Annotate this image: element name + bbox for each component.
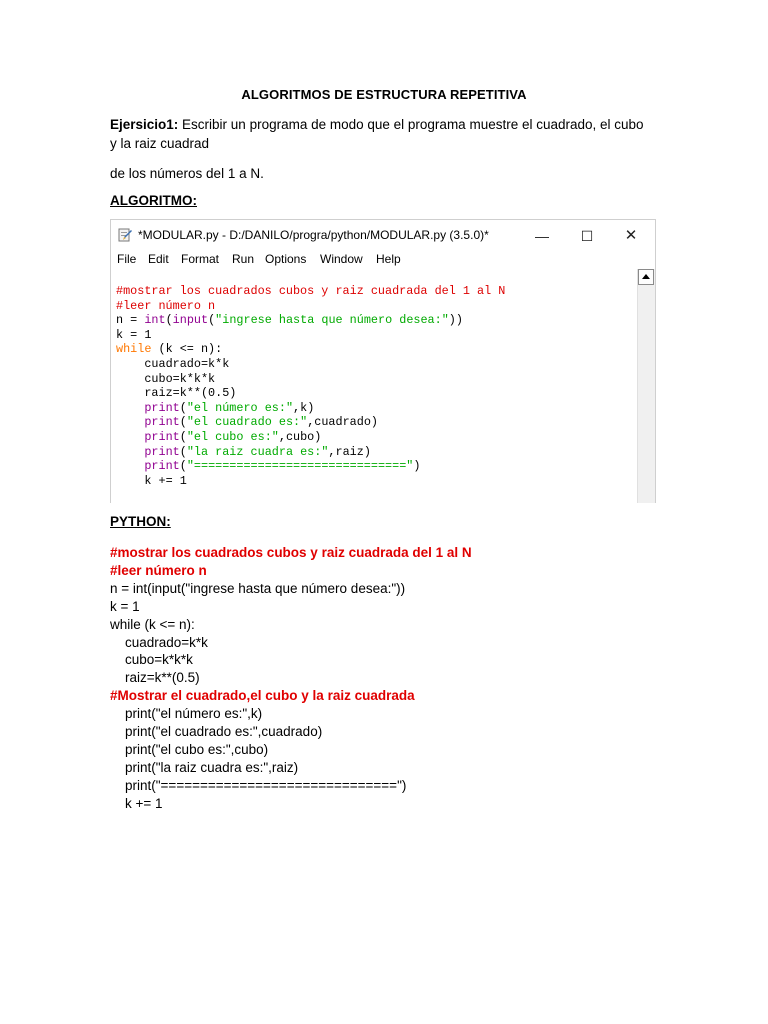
code-token-normal: ( [179, 459, 187, 474]
menu-bar [111, 251, 655, 271]
python-comment-line: #Mostrar el cuadrado,el cubo y la raiz cuadrada [110, 688, 415, 704]
code-indent [116, 459, 144, 473]
code-token-str: "el número es:" [186, 400, 294, 415]
code-token-builtin: print [144, 429, 180, 444]
python-code-line: cuadrado=k*k [110, 634, 208, 650]
python-code-line: print("==============================") [110, 777, 407, 793]
python-code-line: print("el número es:",k) [110, 706, 263, 722]
document-title: ALGORITMOS DE ESTRUCTURA REPETITIVA [241, 87, 527, 102]
python-idle-icon [118, 228, 132, 243]
python-code-line: print("la raiz cuadra es:",raiz) [110, 759, 299, 775]
code-line [116, 415, 378, 429]
code-token-normal: )) [448, 313, 463, 328]
menu-file[interactable]: File [117, 252, 137, 266]
code-token-normal: (k <= n): [151, 342, 223, 357]
scroll-up-arrow-icon[interactable] [638, 269, 654, 285]
code-token-normal: ,k) [293, 400, 315, 415]
window-titlebar[interactable] [111, 220, 655, 251]
code-line [116, 372, 215, 386]
code-indent [116, 415, 144, 429]
python-listing [110, 544, 472, 813]
code-line [116, 357, 229, 371]
menu-edit[interactable]: Edit [148, 252, 169, 266]
code-token-normal: k += 1 [144, 473, 187, 488]
python-code-line: print("el cuadrado es:",cuadrado) [110, 724, 323, 740]
code-token-normal: ( [165, 313, 173, 328]
code-token-normal: cubo=k*k*k [144, 371, 216, 386]
code-token-normal: ) [413, 459, 421, 474]
exercise-statement [110, 115, 650, 153]
python-code-line: raiz=k**(0.5) [110, 670, 200, 686]
code-token-builtin: print [144, 400, 180, 415]
code-line [116, 401, 314, 415]
code-token-normal: ( [179, 415, 187, 430]
python-code-line: while (k <= n): [110, 616, 195, 632]
code-token-normal: ,cuadrado) [307, 415, 378, 430]
code-indent [116, 401, 144, 415]
python-code-line: k += 1 [110, 795, 163, 811]
python-comment-line: #leer número n [110, 562, 207, 578]
code-token-builtin: print [144, 415, 180, 430]
window-title: *MODULAR.py - D:/DANILO/progra/python/MODULAR.py (3.5.0)* [138, 228, 489, 242]
code-token-str: "el cuadrado es:" [186, 415, 308, 430]
code-indent [116, 474, 144, 488]
code-token-builtin: input [172, 313, 209, 328]
python-comment-line: #mostrar los cuadrados cubos y raiz cuadrada del 1 al N [110, 545, 472, 560]
maximize-button[interactable]: ☐ [580, 228, 594, 244]
algoritmo-heading: ALGORITMO: [110, 193, 197, 208]
menu-format[interactable]: Format [181, 252, 220, 266]
exercise-text: Escribir un programa de modo que el programa muestre el cuadrado, el cubo y la raiz cuadrad [110, 117, 644, 151]
code-indent [116, 430, 144, 444]
exercise-label: Ejersicio1 [110, 117, 174, 132]
code-indent [116, 445, 144, 459]
code-token-str: "la raiz cuadra es:" [186, 444, 329, 459]
code-line [116, 445, 371, 459]
code-token-normal: ( [179, 429, 187, 444]
code-line [116, 328, 151, 342]
menu-run[interactable]: Run [232, 252, 255, 266]
minimize-button[interactable]: — [535, 228, 549, 244]
code-line [116, 474, 187, 488]
code-token-normal: cuadrado=k*k [144, 356, 230, 371]
code-indent [116, 386, 144, 400]
code-token-normal: ,raiz) [328, 444, 371, 459]
menu-help[interactable]: Help [376, 252, 401, 266]
python-code-line: cubo=k*k*k [110, 652, 193, 668]
code-token-normal: ,cubo) [278, 429, 322, 444]
code-line [116, 430, 321, 444]
vertical-scrollbar[interactable] [637, 269, 655, 503]
code-token-normal: raiz=k**(0.5) [144, 386, 237, 401]
code-token-str: "el cubo es:" [186, 429, 279, 444]
python-heading: PYTHON: [110, 514, 171, 529]
close-button[interactable]: ✕ [624, 227, 638, 244]
menu-window[interactable]: Window [320, 252, 363, 266]
code-text [116, 284, 505, 488]
code-line [116, 386, 236, 400]
code-token-str: "==============================" [186, 459, 414, 474]
code-editor[interactable] [111, 271, 637, 503]
exercise-statement-cont: de los números del 1 a N. [110, 166, 264, 181]
code-token-normal: ( [179, 444, 187, 459]
code-line [116, 342, 222, 356]
idle-editor-window [110, 219, 656, 503]
code-token-comment: #leer número n [116, 298, 216, 313]
code-line [116, 299, 215, 313]
menu-options[interactable]: Options [265, 252, 307, 266]
code-token-normal: n = [116, 313, 145, 328]
code-token-normal: ( [208, 313, 216, 328]
code-line [116, 313, 463, 327]
code-token-builtin: print [144, 444, 180, 459]
code-token-normal: ( [179, 400, 187, 415]
code-indent [116, 357, 144, 371]
python-code-line: n = int(input("ingrese hasta que número desea:")) [110, 580, 406, 596]
python-code-line: print("el cubo es:",cubo) [110, 741, 269, 757]
code-token-comment: #mostrar los cuadrados cubos y raiz cuadrada del 1 al N [116, 284, 506, 298]
code-line [116, 459, 420, 473]
code-line [116, 284, 505, 298]
code-indent [116, 372, 144, 386]
code-token-builtin: int [144, 313, 166, 328]
code-token-kw: while [116, 342, 152, 357]
python-code-line: k = 1 [110, 598, 140, 614]
code-token-str: "ingrese hasta que número desea:" [215, 313, 449, 328]
exercise-colon: : [173, 117, 179, 132]
code-token-builtin: print [144, 459, 180, 474]
code-token-normal: k = 1 [116, 327, 152, 342]
